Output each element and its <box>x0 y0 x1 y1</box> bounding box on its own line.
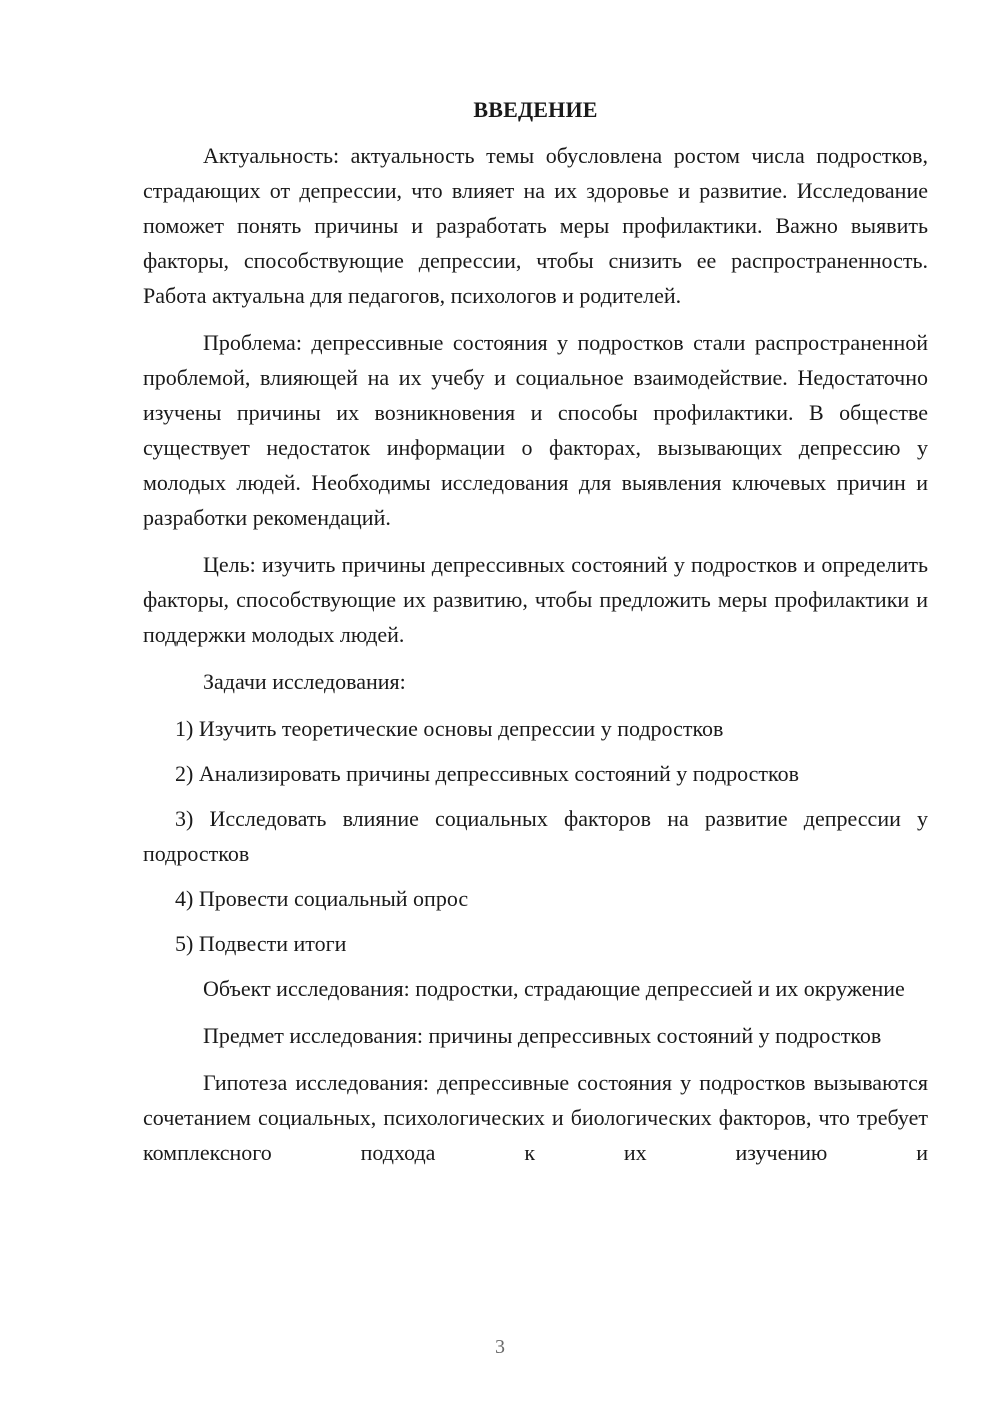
list-item: 4) Провести социальный опрос <box>175 886 469 911</box>
paragraph-relevance: Актуальность: актуальность темы обусловлена ростом числа подростков, страдающих от депрессии, что влияет на их здоровье и развитие. Исследование поможет понять причины и разработать меры профилактики. Важно выявить факторы, способствующие депрессии, чтобы снизить ее распространенность. Работа актуальна для педагогов, психологов и родителей. <box>143 143 928 308</box>
tasks-list <box>143 711 928 961</box>
paragraph-problem: Проблема: депрессивные состояния у подростков стали распространенной проблемой, влияющей на их учебу и социальное взаимодействие. Недостаточно изучены причины их возникновения и способы профилактики. В обществе существует недостаток информации о факторах, вызывающих депрессию у молодых людей. Необходимы исследования для выявления ключевых причин и разработки рекомендаций. <box>143 330 928 530</box>
paragraph-subject: Предмет исследования: причины депрессивных состояний у подростков <box>203 1023 882 1048</box>
section-heading: ВВЕДЕНИЕ <box>473 97 598 122</box>
paragraph-object: Объект исследования: подростки, страдающие депрессией и их окружение <box>203 976 905 1001</box>
paragraph-goal: Цель: изучить причины депрессивных состояний у подростков и определить факторы, способствующие их развитию, чтобы предложить меры профилактики и поддержки молодых людей. <box>143 552 928 647</box>
list-item: 5) Подвести итоги <box>175 931 347 956</box>
document-page <box>143 95 928 1170</box>
list-item: 2) Анализировать причины депрессивных состояний у подростков <box>175 761 799 786</box>
page-number: 3 <box>495 1336 505 1358</box>
list-item: 3) Исследовать влияние социальных факторов на развитие депрессии у подростков <box>143 806 928 866</box>
tasks-title: Задачи исследования: <box>203 669 406 694</box>
paragraph-hypothesis: Гипотеза исследования: депрессивные состояния у подростков вызываются сочетанием социальных, психологических и биологических факторов, что требует комплексного подхода к их изучению и <box>143 1070 928 1165</box>
list-item: 1) Изучить теоретические основы депрессии у подростков <box>175 716 724 741</box>
